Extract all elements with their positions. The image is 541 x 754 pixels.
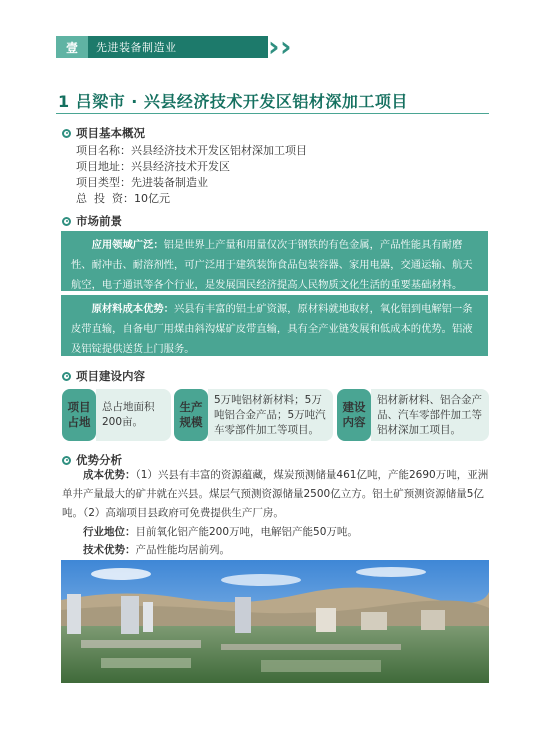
market-heading — [62, 213, 122, 229]
advantages-heading-text: 优势分析 — [76, 453, 122, 467]
advantage-cost: 成本优势：（1）兴县有丰富的资源蕴藏，煤炭预测储量461亿吨，产能2690万吨，亚洲单井产量最大的矿井就在兴县。煤层气预测资源储量2500亿立方。铝土矿预测资源储量5亿吨。（2）高端项目县政府可免费提供生产厂房。 — [62, 469, 489, 519]
block-text: 铝材新材料、铝合金产品、汽车零部件加工等铝材深加工项目。 — [371, 389, 489, 441]
block-tag: 项目 占地 — [62, 389, 96, 441]
section-banner — [56, 36, 268, 58]
construction-heading-text: 项目建设内容 — [76, 369, 145, 383]
market-application-box: 应用领域广泛：铝是世界上产量和用量仅次于钢铁的有色金属，产品性能具有耐磨性、耐冲击、耐溶剂性，可广泛用于建筑装饰食品包装容器、家用电器，交通运输、航天航空，电子通讯等各个行业，是发展国民经济提高人民物质文化生活的重要基础材料。 — [61, 231, 488, 291]
market-cost-box: 原材料成本优势：兴县有丰富的铝土矿资源，原材料就地取材，氧化铝到电解铝一条皮带直输，自备电厂用煤由斜沟煤矿皮带直输，具有全产业链发展和低成本的优势。铝液及铝锭提供送货上门服务。 — [61, 295, 488, 356]
advantage-tech: 技术优势：产品性能均居前列。 — [83, 544, 230, 556]
section-number: 壹 — [56, 36, 88, 58]
construction-block-land — [62, 389, 171, 441]
chevron-right-icon: › — [280, 30, 292, 63]
overview-heading — [62, 125, 145, 141]
section-name: 先进装备制造业 — [96, 41, 177, 54]
market-heading-text: 市场前景 — [76, 214, 122, 228]
construction-heading — [62, 368, 145, 384]
block-text: 5万吨铝材新材料；5万吨铝合金产品；5万吨汽车零部件加工等项目。 — [208, 389, 333, 441]
construction-block-scale — [174, 389, 333, 441]
circle-bullet-icon — [62, 217, 71, 226]
info-total-investment: 总 投 资：10亿元 — [76, 192, 170, 205]
circle-bullet-icon — [62, 372, 71, 381]
city-panorama-photo — [61, 560, 489, 683]
block-tag: 生产 规模 — [174, 389, 208, 441]
overview-heading-text: 项目基本概况 — [76, 126, 145, 140]
chevron-right-icon: › — [268, 30, 280, 63]
advantage-industry: 行业地位：目前氧化铝产能200万吨，电解铝产能50万吨。 — [83, 526, 358, 538]
info-project-address: 项目地址：兴县经济技术开发区 — [76, 160, 230, 173]
info-project-name: 项目名称：兴县经济技术开发区铝材深加工项目 — [76, 144, 307, 157]
circle-bullet-icon — [62, 456, 71, 465]
block-tag: 建设 内容 — [337, 389, 371, 441]
circle-bullet-icon — [62, 129, 71, 138]
page-title: 1 吕梁市 · 兴县经济技术开发区铝材深加工项目 — [58, 92, 408, 111]
info-project-type: 项目类型：先进装备制造业 — [76, 176, 208, 189]
title-divider — [56, 113, 489, 114]
city-panorama-image — [61, 560, 489, 683]
construction-block-content — [337, 389, 489, 441]
block-text: 总占地面积200亩。 — [96, 389, 171, 441]
